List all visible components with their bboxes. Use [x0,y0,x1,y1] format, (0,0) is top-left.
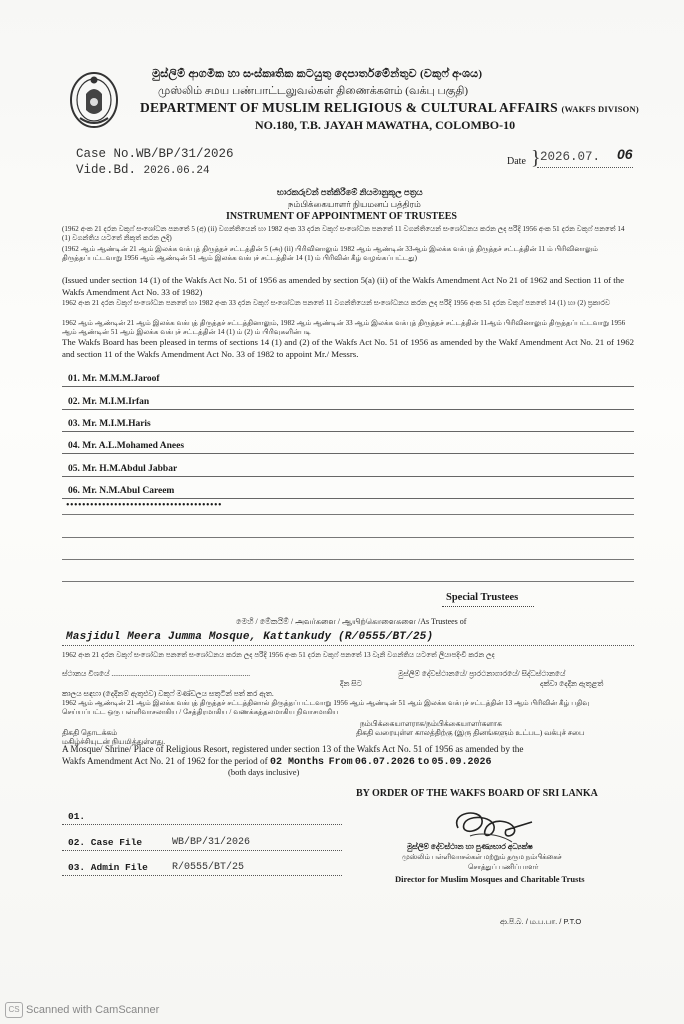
vide-board [76,163,210,177]
department-address: NO.180, T.B. JAYAH MAWATHA, COLOMBO-10 [255,118,516,132]
from-label: From [328,757,353,768]
registered-tamil2: நம்பிக்கையாளராக/நம்பிக்கையாளர்களாக [360,719,502,728]
mosque-name: Masjidul Meera Jumma Mosque, Kattankudy (R/0555/BT/25) [66,631,434,643]
date-handwritten-day: 06 [617,146,633,162]
registered-tamil3: திகதி தொடக்கம் [62,728,118,737]
footer-row [62,832,342,851]
blank-line [62,581,634,582]
director-signature [440,806,535,846]
vide-label: Vide.Bd. [76,163,137,177]
title-sinhala: භාරකරුවන් පත්කිරීමේ නියමානුකූල පත්‍රය [277,187,423,197]
registered-sinhala-date: දින සිට [340,679,363,688]
trustee-name: 03. Mr. M.I.M.Haris [68,419,151,429]
case-number: Case No.WB/BP/31/2026 [76,147,234,161]
trustee-name: 01. Mr. M.M.M.Jaroof [68,374,160,384]
department-main: DEPARTMENT OF MUSLIM RELIGIOUS & CULTURAL AFFAIRS [140,100,558,115]
registered-sinhala-incl: දක්වා දෙදින ඇතුළත් [540,679,604,688]
registered-tamil: 1962 ஆம் ஆண்டின் 21 ஆம் இலக்க வக்புத் திருத்தச் சட்டத்தினால் திருத்தப்பட்டவாறு 1956 ஆம் ஆண்டின் 51 ஆம் இலக்க வக்புச் சட்டத்தின் 13 ஆம் பிரிவின் கீழ் பதிவு செய்யப்பட்ட ஒரு பள்ளிவாசலாகிய / சேத்திரமாகிய / வணக்கத்தலமாகிய நிவாசமாகிய [62,699,590,716]
vide-date: 2026.06.24 [143,165,210,177]
registered-english-2a: Wakfs Amendment Act No. 21 of 1962 for the period of [62,756,268,766]
footer-value: R/0555/BT/25 [172,862,245,873]
footer-row [62,806,342,825]
registered-english-1: A Mosque/ Shrine/ Place of Religious Resort, registered under section 13 of the Wakfs Act No. 51 of 1956 as amended by the [62,744,524,754]
stars-filler: ••••••••••••••••••••••••••••••••••••••• [66,500,223,511]
sri-lanka-emblem-icon [68,70,120,130]
issued-english: (Issued under section 14 (1) of the Wakfs Act No. 51 of 1956 as amended by section 5(a) (ii) of the Wakfs Amendment Act No 21 of 1962 and Section 11 of the Wakfs Amendment Act No. 33 of 1982) [62,275,625,297]
trustee-row [62,366,634,387]
pleased-sinhala: 1962 අංක 21 දරන වකුෆ් සංශෝධන පනතේ හා 1982 අංක 33 දරන වකුෆ් සංශෝධන පනතේ 11 වගන්තියෙන් සංශෝධනය කරන ලද පරිදි 1956 අංක 51 දරන වකුෆ් පනතේ 14 (1) හා (2) ප්‍රකාරව [62,299,611,307]
registered-tamil4: திகதி வரையுள்ள காலத்திற்கு (இரு தினங்களும் உட்பட) வக்புச் சபை [356,728,585,737]
date-value: 2026.07. [540,150,601,164]
footer-label: 01. [68,811,86,822]
header-tamil: முஸ்லிம் சமய பண்பாட்டலுவல்கள் திணைக்களம் (வக்பு பகுதி) [158,85,469,97]
department-suffix: (WAKFS DIVISON) [561,104,639,114]
trustee-name: 04. Mr. A.L.Mohamed Anees [68,441,185,451]
issued-tamil: (1962 ஆம் ஆண்டின் 21 ஆம் இலக்க வக்புத் திருத்தச் சட்டத்தின் 5 (அ) (ii) பிரிவினாலும் 1982 ஆம் ஆண்டின் 33ஆம் இலக்க வக்புத் திருத்தச் சட்டத்தின் 11 ம் பிரிவினாலும் திருத்தப்பட்டவாறு 1956 ஆம் ஆண்டின் 51 ஆம் இலக்க வக்புச் சட்டத்தின் 14 (1) ம் பிரிவின் கீழ் வழங்கப்பட்டது) [62,245,598,262]
footer-label: 02. Case File [68,837,143,848]
date-brace: } [531,147,541,169]
pleased-english: The Wakfs Board has been pleased in terms of sections 14 (1) and (2) of the Wakfs Act No. 51 of 1956 as amended by the Wakf Amendment Act No. 21 of 1962 and section 11 of the Wakfs Amendment Act No. 33 of 1982 to appoint Mr./ Messrs. [62,337,634,359]
title-tamil: நம்பிக்கையாளர் நியமனப் பத்திரம் [288,199,421,209]
footer-row [62,857,342,876]
trustee-row [62,478,634,499]
mosque-line [62,645,634,646]
registered-sinhala-line3: කාලය සඳහා (දෙදිනම් ඇතුළුව) වකුෆ් මණ්ඩලය සතුටින් පත් කර ඇත. [62,689,274,698]
trustee-name: 06. Mr. N.M.Abul Careem [68,486,175,496]
trustee-row [62,389,634,410]
trustee-row [62,433,634,454]
from-date: 06.07.2026 [354,757,415,768]
blank-line [62,537,634,538]
blank-line [62,559,634,560]
trustee-name: 02. Mr. M.I.M.Irfan [68,397,150,407]
director-sinhala: මුස්ලිම් දේවස්ථාන හා පුණ්‍යභාර අධ්‍යක්ෂ [407,842,533,851]
special-trustees-line [442,606,534,607]
pto-note: ආ.පි.බ. / ம.ப.பா. / P.T.O [500,917,582,926]
title-english: INSTRUMENT OF APPOINTMENT OF TRUSTEES [226,211,457,222]
date-line [537,167,633,168]
trustee-name: 05. Mr. H.M.Abdul Jabbar [68,464,178,474]
header-sinhala: මුස්ලිම් ආගමික හා සංස්කෘතික කටයුතු දෙපාර්තමේන්තුව (වකුෆ් අංශය) [152,68,483,80]
footer-label: 03. Admin File [68,862,148,873]
camscanner-badge-icon: CS [5,1002,23,1018]
order-line: BY ORDER OF THE WAKFS BOARD OF SRI LANKA [356,788,598,799]
registered-sinhala-mid: මුස්ලිම් දේවස්ථානයේ/ ප්‍රාරථනාගාරයේ/ සිද්ධස්ථානයේ [398,669,566,678]
both-days: (both days inclusive) [228,767,300,777]
pleased-tamil: 1962 ஆம் ஆண்டின் 21 ஆம் இலக்க வக்புத் திருத்தச் சட்டத்தினாலும், 1982 ஆம் ஆண்டின் 33 ஆம் இலக்க வக்புத் திருத்தச் சட்டத்தின் 11ஆம் பிரிவினாலும் திருத்தப்பட்டவாறு 1956 ஆம் ஆண்டின் 51 ஆம் இலக்க வக்புச் சட்டத்தின் 14 (1) ம் (2) ம் பிரிவுகளின்படி [62,319,626,336]
trustee-row [62,456,634,477]
camscanner-watermark [5,1002,159,1018]
director-tamil-2: சொத்துப் பணிப்பாளர் [468,863,539,871]
period: 02 Months [269,757,324,768]
blank-line [62,514,634,515]
trustee-row [62,411,634,432]
special-trustees-label: Special Trustees [446,592,519,603]
footer-value: WB/BP/31/2026 [172,837,251,848]
to-label: to [417,757,430,768]
as-trustees-of: මෙහි / මේකයිම් / அவர்களை / ஆயிற்கொளைகளை /As Trustees of [236,617,467,626]
registered-sinhala-place: ස්ථානය විශයේ .......................................................................... [62,669,251,678]
registered-tamil5: மகிழ்ச்சியுடன் நியமித்துள்ளது. [62,737,166,746]
date-label: Date [507,156,526,167]
registered-english-2 [62,756,634,769]
registered-sinhala: 1962 අංක 21 දරන වකුෆ් සංශෝධන පනතේ සංශෝධනය කරන ලද පරිදි 1956 අංක 51 දරන වකුෆ් පනතේ 13 වැනි වගන්තිය යටතේ ලියාපදිංචි කරන ලද [62,651,495,659]
director-english: Director for Muslim Mosques and Charitable Trusts [395,874,585,884]
department-title [140,100,639,116]
to-date: 05.09.2026 [431,757,492,768]
issued-sinhala: (1962 අංක 21 දරන වකුෆ් සංශෝධන පනතේ 5 (අ) (ii) වගන්තියෙන් හා 1982 අංක 33 දරන වකුෆ් සංශෝධන පනතේ 11 වගන්තියෙන් සංශෝධනය කරන ලද පරිදි 1956 අංක 51 දරන වකුෆ් පනතේ 14 (1) වගන්තිය යටතේ නිකුත් කරන ලදි) [62,225,625,242]
director-tamil: முஸ்லிம் பள்ளிவாசல்கள் மற்றும் தரும நம்பிக்கைச் [402,853,562,861]
camscanner-text: Scanned with CamScanner [26,1004,160,1016]
